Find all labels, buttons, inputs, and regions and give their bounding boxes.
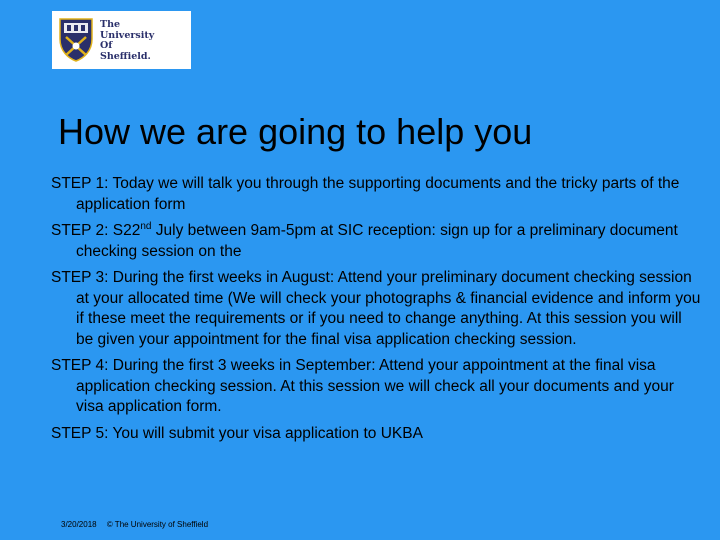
step-label: STEP 3:: [51, 269, 109, 286]
step-text: During the first 3 weeks in September: Attend your appointment at the final visa application checking session. At this session we will check all your documents and your visa application form.: [76, 357, 674, 415]
step-5: [51, 424, 701, 445]
logo-wordmark: [100, 20, 154, 62]
step-3: [51, 268, 701, 350]
step-label: STEP 5:: [51, 424, 109, 442]
step-text: You will submit your visa application to UKBA: [108, 424, 423, 442]
crest-icon: [58, 17, 94, 63]
step-2: [51, 221, 701, 262]
ordinal-suffix: nd: [140, 221, 152, 232]
logo-line: The: [100, 19, 121, 30]
slide-title: How we are going to help you: [58, 111, 533, 152]
step-text: July between 9am-5pm at SIC reception: sign up for a preliminary document checking session on the: [76, 222, 678, 260]
step-label: STEP 2:: [51, 222, 109, 239]
step-text: S22: [108, 222, 141, 239]
logo-line: University: [100, 29, 155, 41]
logo-line: Of: [100, 40, 113, 51]
step-text: During the first weeks in August: Attend your preliminary document checking session at your allocated time (We will check your photographs & financial evidence and inform you if these meet the requirements or if you need to change anything. At this session you will be given your appointment for the final visa application checking session.: [76, 269, 701, 348]
step-4: [51, 356, 701, 418]
step-1: [51, 174, 701, 215]
step-label: STEP 1:: [51, 175, 109, 192]
logo-line: Sheffield.: [100, 50, 151, 62]
university-logo: [52, 11, 191, 69]
footer-date: 3/20/2018: [61, 520, 97, 529]
step-label: STEP 4:: [51, 357, 109, 374]
footer-copyright: © The University of Sheffield: [106, 520, 209, 529]
steps-list: [51, 174, 701, 450]
slide-footer: [61, 520, 216, 529]
step-text: Today we will talk you through the supporting documents and the tricky parts of the application form: [76, 175, 680, 213]
